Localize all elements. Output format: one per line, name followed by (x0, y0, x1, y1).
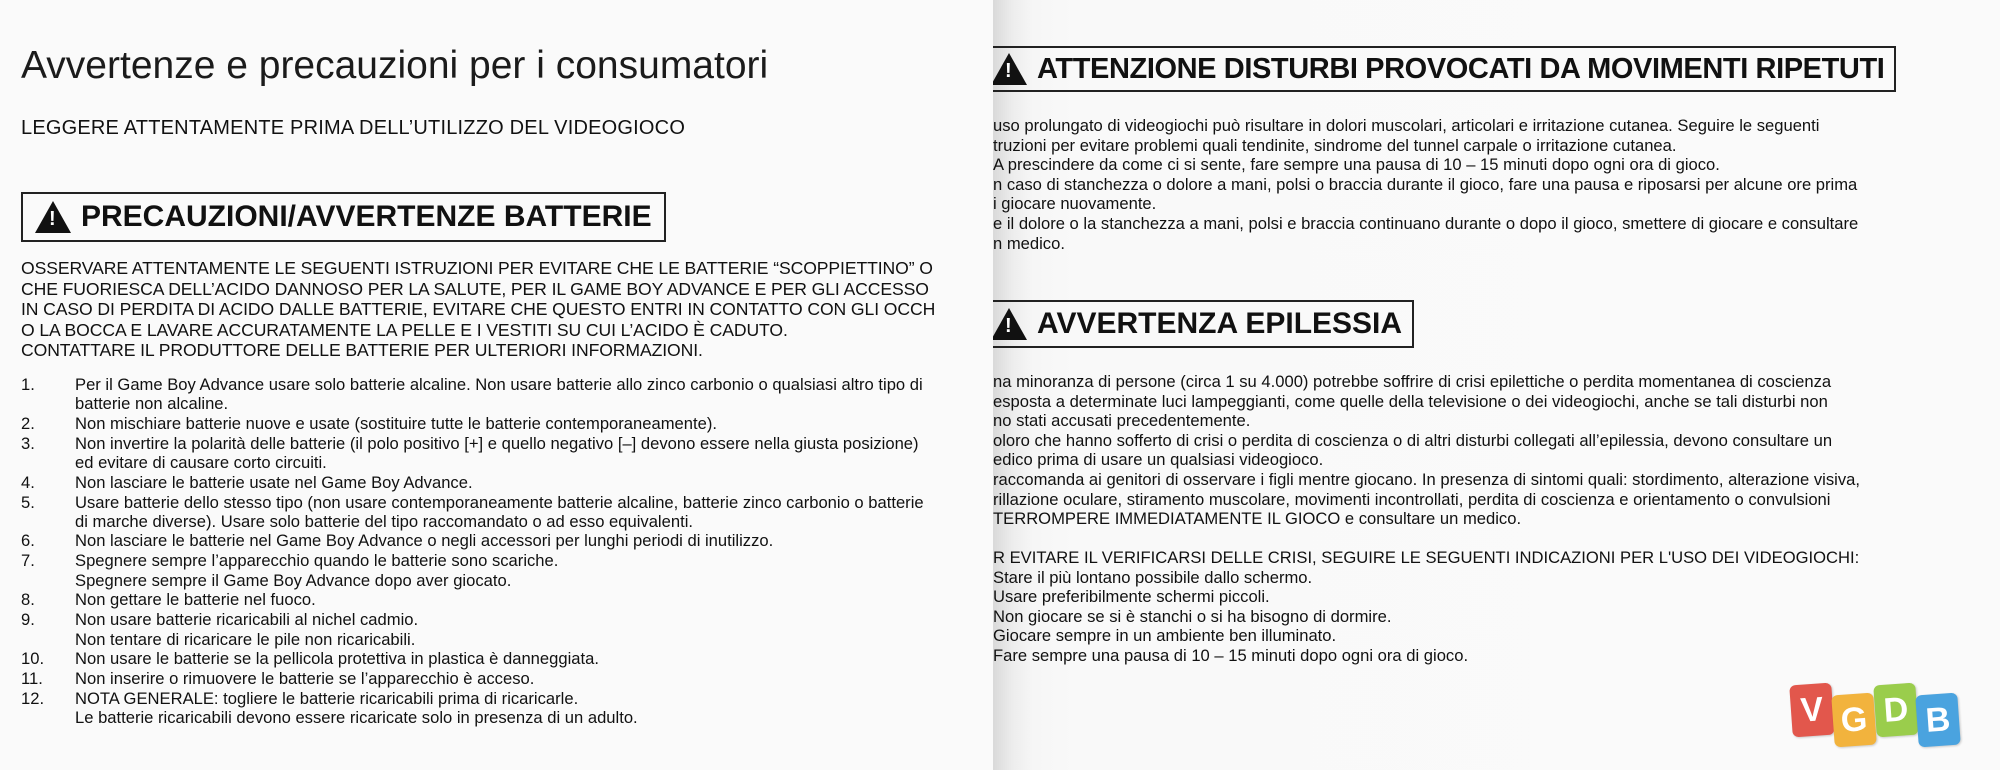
list-item-text: di marche diverse). Usare solo batterie del tipo raccomandato o ad esso equivalenti. (75, 512, 693, 532)
warning-triangle-icon: ! (993, 53, 1027, 85)
intro-line: CONTATTARE IL PRODUTTORE DELLE BATTERIE PER ULTERIORI INFORMAZIONI. (21, 340, 703, 360)
list-item-number: 7. (21, 551, 35, 571)
list-item-text: Non gettare le batterie nel fuoco. (75, 590, 316, 610)
epilepsy-line: esposta a determinate luci lampeggianti, come quelle della televisione o dei videogiochi, anche se tali disturbi non (993, 391, 1828, 411)
list-item-number: 4. (21, 472, 35, 492)
epilepsy-line: rillazione oculare, stiramento muscolare, movimenti incontrollati, perdita di coscienza e orientamento o convulsioni (993, 489, 1831, 509)
logo-letter-tile: D (1873, 683, 1919, 738)
list-item-number: 3. (21, 433, 35, 453)
list-item-text: Spegnere sempre il Game Boy Advance dopo aver giocato. (75, 570, 512, 590)
list-item (21, 473, 993, 493)
intro-line: IN CASO DI PERDITA DI ACIDO DALLE BATTERIE, EVITARE CHE QUESTO ENTRI IN CONTATTO CON GLI OCCH (21, 299, 936, 319)
list-item (21, 531, 993, 551)
list-item (21, 649, 993, 669)
rsi-paragraph (993, 116, 1858, 253)
rsi-line: e il dolore o la stanchezza a mani, polsi e braccia continuano durante o dopo il gioco, smettere di giocare e consultare (993, 213, 1859, 233)
list-item (21, 590, 993, 610)
logo-letter-tile: V (1789, 683, 1835, 738)
epilepsy-line: TERROMPERE IMMEDIATAMENTE IL GIOCO e consultare un medico. (993, 509, 1522, 529)
rsi-line: i giocare nuovamente. (993, 194, 1157, 214)
list-item (21, 669, 993, 689)
rsi-heading-text: ATTENZIONE DISTURBI PROVOCATI DA MOVIMENTI RIPETUTI (1037, 52, 1885, 85)
prevention-line: Giocare sempre in un ambiente ben illuminato. (993, 626, 1337, 646)
list-item-number: 6. (21, 531, 35, 551)
rsi-line: truzioni per evitare problemi quali tendinite, sindrome del tunnel carpale o irritazione cutanea. (993, 135, 1677, 155)
list-item (21, 493, 993, 532)
list-item-number: 5. (21, 492, 35, 512)
epilepsy-line: no stati accusati precedentemente. (993, 411, 1251, 431)
list-item-text: ed evitare di causare corto circuiti. (75, 453, 327, 473)
list-item-text: Non inserire o rimuovere le batterie se l’apparecchio è acceso. (75, 669, 535, 689)
list-item (21, 434, 993, 473)
list-item-text: Non usare le batterie se la pellicola protettiva in plastica è danneggiata. (75, 649, 599, 669)
list-item (21, 551, 993, 590)
right-page (993, 0, 2000, 770)
list-item-text: Le batterie ricaricabili devono essere ricaricate solo in presenza di un adulto. (75, 708, 638, 728)
list-item-number: 12. (21, 689, 45, 709)
epilepsy-warning-heading (993, 300, 1414, 348)
logo-letter-tile: B (1915, 693, 1961, 748)
battery-intro (21, 258, 993, 361)
intro-line: OSSERVARE ATTENTAMENTE LE SEGUENTI ISTRUZIONI PER EVITARE CHE LE BATTERIE “SCOPPIETTINO” O (21, 258, 933, 278)
battery-warning-heading (21, 192, 666, 242)
intro-line: CHE FUORIESCA DELL’ACIDO DANNOSO PER LA SALUTE, PER IL GAME BOY ADVANCE E PER GLI ACCESSO (21, 278, 929, 299)
page-subtitle: LEGGERE ATTENTAMENTE PRIMA DELL’UTILIZZO DEL VIDEOGIOCO (21, 117, 686, 139)
list-item-number: 8. (21, 590, 35, 610)
list-item (21, 414, 993, 434)
list-item (21, 375, 993, 414)
epilepsy-line: na minoranza di persone (circa 1 su 4.000) potrebbe soffrire di crisi epilettiche o perdita momentanea di coscienza (993, 372, 1832, 391)
rsi-line: n caso di stanchezza o dolore a mani, polsi o braccia durante il gioco, fare una pausa e riposarsi per alcune ore prima (993, 174, 1858, 194)
rsi-line: n medico. (993, 233, 1065, 253)
list-item-text: Per il Game Boy Advance usare solo batterie alcaline. Non usare batterie allo zinco carbonio o qualsiasi altro tipo di (75, 375, 923, 394)
left-page (0, 0, 993, 770)
battery-precaution-list (21, 375, 993, 728)
warning-triangle-icon: ! (35, 201, 71, 233)
list-item-text: Non invertire la polarità delle batterie (il polo positivo [+] e quello negativo [–] devono essere nella giusta posizione) (75, 433, 919, 453)
list-item-text: Non lasciare le batterie nel Game Boy Advance o negli accessori per lunghi periodi di inutilizzo. (75, 531, 774, 551)
list-item (21, 689, 993, 728)
list-item-number: 11. (21, 669, 43, 689)
epilepsy-line: raccomanda ai genitori di osservare i figli mentre giocano. In presenza di sintomi quali: stordimento, alterazione visiva, (993, 469, 1860, 489)
epilepsy-paragraph (993, 372, 1860, 529)
list-item-text: NOTA GENERALE: togliere le batterie ricaricabili prima di ricaricarle. (75, 689, 579, 709)
epilepsy-line: oloro che hanno sofferto di crisi o perdita di coscienza o di altri disturbi collegati all’epilessia, devono consultare un (993, 430, 1833, 450)
vgdb-watermark-logo (1791, 684, 1959, 746)
prevention-line: Fare sempre una pausa di 10 – 15 minuti dopo ogni ora di gioco. (993, 645, 1469, 665)
rsi-line: A prescindere da come ci si sente, fare sempre una pausa di 10 – 15 minuti dopo ogni ora di gioco. (993, 155, 1720, 175)
logo-letter-tile: G (1831, 693, 1877, 748)
list-item-number: 10. (21, 649, 45, 669)
prevention-line: Non giocare se si è stanchi o si ha bisogno di dormire. (993, 606, 1392, 626)
list-item-number: 1. (21, 375, 35, 394)
intro-line: O LA BOCCA E LAVARE ACCURATAMENTE LA PELLE E I VESTITI SU CUI L’ACIDO È CADUTO. (21, 319, 788, 340)
prevention-line: Usare preferibilmente schermi piccoli. (993, 587, 1270, 607)
list-item-text: Non usare batterie ricaricabili al nichel cadmio. (75, 610, 419, 630)
list-item-number: 2. (21, 413, 35, 433)
prevention-line: R EVITARE IL VERIFICARSI DELLE CRISI, SEGUIRE LE SEGUENTI INDICAZIONI PER L'USO DEI VIDEOGIOCHI: (993, 548, 1860, 567)
list-item-text: Spegnere sempre l’apparecchio quando le batterie sono scariche. (75, 551, 559, 571)
page-title: Avvertenze e precauzioni per i consumatori (21, 44, 769, 87)
prevention-list (993, 548, 1859, 666)
list-item-text: Usare batterie dello stesso tipo (non usare contemporaneamente batterie alcaline, batterie zinco carbonio o batterie (75, 492, 924, 512)
prevention-line: Stare il più lontano possibile dallo schermo. (993, 567, 1313, 587)
battery-heading-text: PRECAUZIONI/AVVERTENZE BATTERIE (81, 200, 652, 233)
rsi-warning-heading (993, 46, 1896, 92)
epilepsy-line: edico prima di usare un qualsiasi videogioco. (993, 450, 1324, 470)
list-item-text: Non tentare di ricaricare le pile non ricaricabili. (75, 629, 416, 649)
list-item-number: 9. (21, 610, 35, 630)
list-item-text: batterie non alcaline. (75, 394, 229, 414)
rsi-line: uso prolungato di videogiochi può risultare in dolori muscolari, articolari e irritazione cutanea. Seguire le seguenti (993, 116, 1820, 135)
warning-triangle-icon: ! (993, 308, 1027, 340)
list-item-text: Non lasciare le batterie usate nel Game Boy Advance. (75, 472, 473, 492)
list-item-text: Non mischiare batterie nuove e usate (sostituire tutte le batterie contemporaneamente). (75, 413, 717, 433)
list-item (21, 610, 993, 649)
epilepsy-heading-text: AVVERTENZA EPILESSIA (1037, 307, 1403, 340)
